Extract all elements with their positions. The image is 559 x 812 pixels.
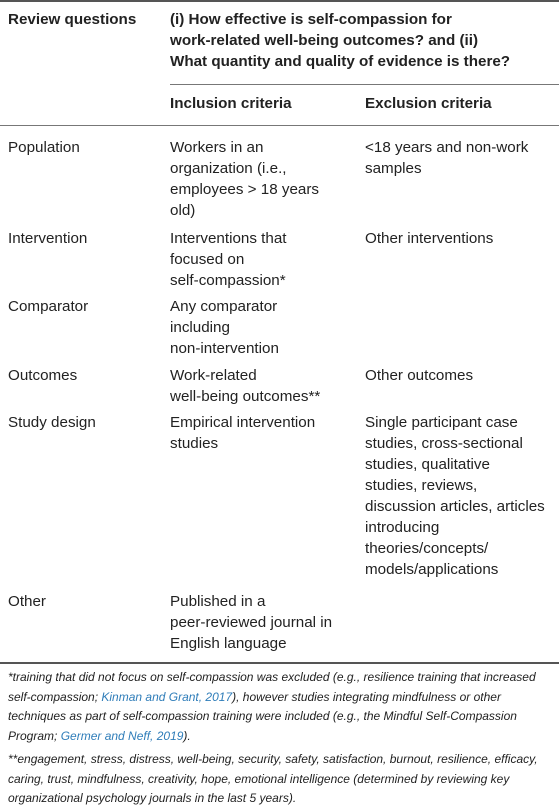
row-inclusion-outcomes: Work-related well-being outcomes** [170,367,321,405]
row-inclusion-intervention: Interventions that focused on self-compassion* [170,230,287,289]
exclusion-header: Exclusion criteria [365,95,492,112]
row-exclusion-intervention: Other interventions [365,230,494,247]
footnote-text: *training that did not focus on self-compassion was excluded (e.g., resilience training that increased self-compassion; [8,670,536,704]
row-inclusion-study-design: Empirical intervention studies [170,414,316,452]
citation-link-kinman-grant[interactable]: Kinman and Grant, 2017 [101,689,233,704]
footnote-single-asterisk [8,668,553,746]
row-label-other: Other [8,593,46,610]
table-bottom-rule [0,662,559,664]
header-subrule [170,84,559,85]
footnote-text: ). [183,728,191,743]
row-exclusion-study-design: Single participant case studies, cross-sectional studies, qualitative studies, reviews, discussion articles, articles introducing theories/concepts/ models/applications [365,414,545,578]
review-questions-label: Review questions [8,11,137,28]
row-label-intervention: Intervention [8,230,88,247]
header-bottom-rule [0,125,559,126]
inclusion-header: Inclusion criteria [170,95,292,112]
footnote-text: ), however studies integrating mindfulness or other techniques as part of self-compassion training were included (e.g., the Mindful Self-Compassion Program; [8,689,517,743]
row-label-comparator: Comparator [8,298,89,315]
row-exclusion-population: <18 years and non-work samples [365,139,529,177]
footnote-double-asterisk: **engagement, stress, distress, well-being, security, safety, satisfaction, burnout, resilience, efficacy, caring, trust, mindfulness, creativity, hope, emotional intelligence (determined by reviewing key organizational psychology journals in the last 5 years). [8,752,538,805]
row-inclusion-other: Published in a peer-reviewed journal in English language [170,593,333,652]
row-label-study-design: Study design [8,414,96,431]
row-inclusion-comparator: Any comparator including non-intervention [170,298,279,357]
row-label-outcomes: Outcomes [8,367,78,384]
row-label-population: Population [8,139,80,156]
table-top-rule [0,0,559,2]
review-question-text: (i) How effective is self-compassion for work-related well-being outcomes? and (ii) What quantity and quality of evidence is there? [170,11,511,70]
row-inclusion-population: Workers in an organization (i.e., employees > 18 years old) [170,139,320,219]
citation-link-germer-neff[interactable]: Germer and Neff, 2019 [60,728,184,743]
row-exclusion-outcomes: Other outcomes [365,367,474,384]
